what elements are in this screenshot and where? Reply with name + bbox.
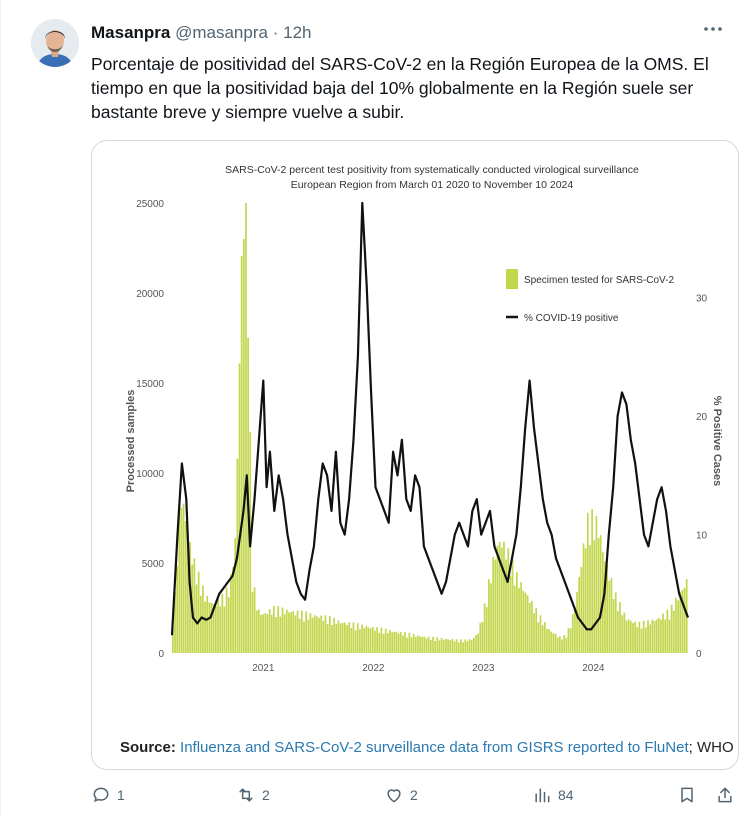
specimen-bar [275, 617, 277, 653]
specimen-bar [512, 559, 514, 653]
specimen-bar [234, 538, 236, 653]
specimen-bar [428, 637, 430, 653]
specimen-bar [615, 592, 617, 653]
specimen-bar [217, 599, 219, 653]
specimen-bar [396, 632, 398, 653]
bookmark-button[interactable] [677, 785, 697, 805]
specimen-bar [527, 595, 529, 653]
specimen-bar [542, 625, 544, 653]
retweet-icon [236, 785, 256, 805]
specimen-bar [262, 614, 264, 653]
y2-tick-label: 30 [696, 293, 708, 305]
specimen-bar [232, 567, 234, 653]
specimen-bar [290, 612, 292, 653]
specimen-bar [482, 622, 484, 653]
specimen-bar [318, 618, 320, 653]
specimen-bar [383, 634, 385, 653]
specimen-bar [432, 637, 434, 653]
specimen-bar [372, 627, 374, 653]
specimen-bar [585, 548, 587, 653]
specimen-bar [514, 586, 516, 653]
specimen-bars [172, 203, 688, 653]
views-count: 84 [558, 787, 574, 803]
specimen-bar [415, 637, 417, 653]
views-button[interactable] [532, 785, 574, 805]
specimen-bar [269, 609, 271, 653]
specimen-bar [516, 572, 518, 653]
source-label: Source: [120, 739, 176, 756]
specimen-bar [327, 624, 329, 653]
specimen-bar [656, 620, 658, 653]
specimen-bar [445, 639, 447, 653]
avatar[interactable] [31, 19, 79, 67]
specimen-bar [535, 608, 537, 653]
specimen-bar [641, 629, 643, 653]
specimen-bar [456, 639, 458, 653]
y-tick-label: 20000 [136, 289, 164, 300]
specimen-bar [576, 592, 578, 653]
specimen-bar [441, 638, 443, 653]
specimen-bar [647, 620, 649, 653]
tweet-header [91, 23, 311, 43]
specimen-bar [267, 614, 269, 653]
specimen-bar [639, 622, 641, 653]
specimen-bar [284, 614, 286, 653]
specimen-bar [587, 513, 589, 653]
specimen-bar [224, 607, 226, 653]
specimen-bar [295, 615, 297, 653]
specimen-bar [355, 631, 357, 653]
specimen-bar [277, 606, 279, 653]
specimen-bar [464, 639, 466, 653]
x-tick-label: 2021 [252, 663, 275, 674]
specimen-bar [292, 611, 294, 653]
specimen-bar [228, 597, 230, 653]
specimen-bar [608, 581, 610, 653]
avatar-photo [31, 19, 79, 67]
specimen-bar [206, 596, 208, 653]
share-icon [715, 785, 735, 805]
specimen-bar [583, 543, 585, 653]
specimen-bar [374, 631, 376, 653]
chart-legend [506, 269, 675, 324]
specimen-bar [479, 623, 481, 653]
specimen-bar [419, 637, 421, 653]
specimen-bar [299, 619, 301, 653]
tweet-text: Porcentaje de positividad del SARS-CoV-2 en la Región Europea de la OMS. El tiempo en que la positividad baja del 10% globalmente en la Región suele ser bastante breve y siempre vuelve a subir. [91, 54, 709, 122]
specimen-bar [654, 621, 656, 653]
specimen-bar [245, 203, 247, 653]
specimen-bar [559, 636, 561, 653]
specimen-bar [316, 616, 318, 653]
x-axis-ticks [252, 663, 605, 674]
specimen-bar [230, 574, 232, 653]
specimen-bar [417, 635, 419, 653]
specimen-bar [568, 628, 570, 653]
analytics-icon [532, 785, 552, 805]
y2-tick-label: 10 [696, 530, 708, 542]
specimen-bar [621, 615, 623, 653]
x-tick-label: 2024 [582, 663, 605, 674]
share-button[interactable] [715, 785, 735, 805]
specimen-bar [651, 620, 653, 653]
specimen-bar [484, 603, 486, 653]
specimen-bar [673, 611, 675, 653]
specimen-bar [194, 558, 196, 653]
specimen-bar [389, 630, 391, 653]
specimen-bar [454, 641, 456, 653]
specimen-bar [183, 504, 185, 653]
bookmark-icon [677, 785, 697, 805]
specimen-bar [353, 622, 355, 653]
specimen-bar [636, 627, 638, 653]
more-options-button[interactable] [702, 18, 724, 46]
specimen-bar [572, 614, 574, 653]
separator-dot: · [272, 23, 279, 42]
specimen-bar [378, 633, 380, 653]
specimen-bar [471, 640, 473, 653]
more-dots-icon [702, 18, 724, 40]
heart-icon [384, 785, 404, 805]
like-count: 2 [410, 787, 418, 803]
specimen-bar [215, 606, 217, 653]
specimen-bar [385, 629, 387, 653]
specimen-bar [544, 622, 546, 653]
specimen-bar [626, 620, 628, 653]
specimen-bar [361, 625, 363, 653]
specimen-bar [303, 622, 305, 653]
specimen-bar [460, 640, 462, 653]
specimen-bar [413, 634, 415, 653]
specimen-bar [346, 625, 348, 653]
specimen-bar [634, 622, 636, 653]
specimen-bar [176, 566, 178, 653]
specimen-bar [258, 610, 260, 653]
specimen-bar [458, 643, 460, 653]
timestamp[interactable]: 12h [283, 23, 312, 42]
specimen-bar [550, 632, 552, 653]
legend-swatch-specimens [506, 269, 518, 289]
specimen-bar [338, 620, 340, 653]
specimen-bar [617, 611, 619, 653]
specimen-bar [381, 628, 383, 653]
specimen-bar [540, 615, 542, 653]
specimen-bar [325, 615, 327, 653]
chart-title: SARS-CoV-2 percent test positivity from systematically conducted virological surveillance [225, 164, 639, 176]
reply-icon [91, 785, 111, 805]
specimen-bar [370, 628, 372, 653]
specimen-bar [260, 615, 262, 653]
specimen-bar [329, 616, 331, 653]
specimen-bar [305, 612, 307, 653]
specimen-bar [645, 628, 647, 653]
specimen-bar [632, 623, 634, 653]
specimen-bar [430, 640, 432, 653]
specimen-bar [593, 540, 595, 653]
reply-button[interactable] [91, 785, 125, 805]
specimen-bar [301, 611, 303, 653]
specimen-bar [439, 640, 441, 653]
source-tail: ; WHO [688, 739, 734, 756]
specimen-bar [340, 623, 342, 653]
specimen-bar [473, 638, 475, 653]
specimen-bar [529, 603, 531, 653]
specimen-bar [307, 620, 309, 653]
specimen-bar [628, 619, 630, 653]
legend-label-positivity: % COVID-19 positive [524, 313, 619, 324]
y2-axis-ticks [696, 294, 708, 660]
specimen-bar [264, 613, 266, 653]
legend-label-specimens: Specimen tested for SARS-CoV-2 [524, 275, 675, 286]
specimen-bar [467, 641, 469, 653]
specimen-bar [669, 620, 671, 653]
specimen-bar [198, 572, 200, 653]
specimen-bar [522, 591, 524, 653]
tweet-actions [91, 785, 741, 809]
y-tick-label: 0 [158, 649, 164, 660]
retweet-count: 2 [262, 787, 270, 803]
specimen-bar [273, 606, 275, 653]
specimen-bar [563, 635, 565, 653]
specimen-bar [555, 634, 557, 653]
specimen-bar [411, 637, 413, 653]
specimen-bar [449, 640, 451, 653]
specimen-bar [598, 538, 600, 653]
specimen-bar [387, 633, 389, 653]
specimen-bar [204, 602, 206, 653]
specimen-bar [366, 626, 368, 653]
source-link[interactable]: Influenza and SARS-CoV-2 surveillance data from GISRS reported to FluNet [180, 739, 689, 756]
specimen-bar [226, 587, 228, 653]
specimen-bar [533, 613, 535, 653]
specimen-bar [561, 639, 563, 653]
positivity-chart [92, 141, 738, 769]
specimen-bar [490, 583, 492, 653]
specimen-bar [348, 622, 350, 653]
specimen-bar [271, 615, 273, 653]
specimen-bar [196, 584, 198, 653]
specimen-bar [520, 582, 522, 653]
y-tick-label: 25000 [136, 199, 164, 210]
specimen-bar [398, 634, 400, 653]
specimen-bar [462, 642, 464, 653]
specimen-bar [492, 557, 494, 653]
specimen-bar [667, 610, 669, 653]
specimen-bar [624, 613, 626, 653]
specimen-bar [557, 637, 559, 653]
specimen-bar [447, 639, 449, 653]
specimen-bar [350, 628, 352, 653]
specimen-bar [239, 364, 241, 653]
specimen-bar [525, 593, 527, 653]
specimen-bar [434, 641, 436, 653]
specimen-bar [421, 637, 423, 653]
specimen-bar [452, 639, 454, 653]
chart-subtitle: European Region from March 01 2020 to November 10 2024 [290, 179, 574, 191]
specimen-bar [630, 621, 632, 653]
y2-axis-label: % Positive Cases [711, 395, 723, 487]
specimen-bar [570, 628, 572, 653]
tweet-media[interactable] [91, 140, 739, 770]
specimen-bar [359, 629, 361, 653]
x-tick-label: 2023 [472, 663, 495, 674]
specimen-bar [589, 545, 591, 653]
specimen-bar [368, 627, 370, 653]
specimen-bar [200, 596, 202, 653]
specimen-bar [596, 516, 598, 653]
specimen-bar [286, 610, 288, 653]
specimen-bar [469, 639, 471, 653]
y-axis-label: Processed samples [125, 389, 137, 493]
specimen-bar [486, 607, 488, 653]
specimen-bar [393, 632, 395, 653]
specimen-bar [256, 611, 258, 653]
specimen-bar [357, 623, 359, 653]
specimen-bar [400, 632, 402, 653]
specimen-bar [671, 605, 673, 653]
specimen-bar [406, 638, 408, 653]
specimen-bar [404, 632, 406, 653]
specimen-bar [297, 611, 299, 653]
specimen-bar [518, 588, 520, 653]
timeline-divider [0, 0, 1, 816]
specimen-bar [675, 598, 677, 653]
specimen-bar [221, 594, 223, 653]
specimen-bar [553, 633, 555, 653]
specimen-bar [376, 627, 378, 653]
specimen-bar [310, 613, 312, 653]
y-axis-ticks [136, 199, 164, 660]
specimen-bar [546, 629, 548, 653]
y-tick-label: 5000 [141, 559, 164, 570]
specimen-bar [288, 612, 290, 653]
display-name[interactable]: Masanpra [91, 23, 171, 42]
specimen-bar [219, 606, 221, 653]
specimen-bar [510, 576, 512, 653]
specimen-bar [600, 535, 602, 653]
specimen-bar [333, 618, 335, 653]
specimen-bar [477, 633, 479, 653]
specimen-bar [497, 546, 499, 653]
specimen-bar [658, 618, 660, 653]
specimen-bar [578, 577, 580, 653]
specimen-bar [548, 629, 550, 653]
like-button[interactable] [384, 785, 418, 805]
specimen-bar [320, 616, 322, 653]
specimen-bar [314, 615, 316, 653]
specimen-bar [475, 635, 477, 653]
specimen-bar [331, 625, 333, 653]
specimen-bar [312, 618, 314, 653]
specimen-bar [684, 588, 686, 653]
specimen-bar [185, 521, 187, 653]
specimen-bar [436, 637, 438, 653]
specimen-bar [531, 601, 533, 653]
specimen-bar [662, 614, 664, 653]
specimen-bar [664, 619, 666, 653]
specimen-bar [507, 548, 509, 653]
specimen-bar [342, 623, 344, 653]
retweet-button[interactable] [236, 785, 270, 805]
specimen-bar [677, 601, 679, 653]
x-tick-label: 2022 [362, 663, 385, 674]
specimen-bar [424, 637, 426, 654]
specimen-bar [591, 509, 593, 653]
specimen-bar [538, 622, 540, 653]
specimen-bar [243, 239, 245, 653]
y2-tick-label: 20 [696, 412, 708, 424]
user-handle[interactable]: @masanpra [175, 23, 268, 42]
specimen-bar [252, 592, 254, 653]
specimen-bar [254, 587, 256, 653]
y-tick-label: 10000 [136, 469, 164, 480]
y2-tick-label: 0 [696, 649, 702, 660]
specimen-bar [335, 624, 337, 653]
chart-source [120, 739, 734, 756]
specimen-bar [323, 621, 325, 653]
specimen-bar [409, 633, 411, 653]
specimen-bar [488, 579, 490, 653]
specimen-bar [241, 256, 243, 653]
specimen-bar [181, 508, 183, 653]
specimen-bar [363, 628, 365, 653]
reply-count: 1 [117, 787, 125, 803]
specimen-bar [280, 617, 282, 653]
specimen-bar [443, 640, 445, 653]
specimen-bar [581, 567, 583, 653]
specimen-bar [619, 602, 621, 653]
specimen-bar [660, 620, 662, 653]
specimen-bar [426, 639, 428, 653]
specimen-bar [282, 608, 284, 653]
specimen-bar [613, 599, 615, 653]
y-tick-label: 15000 [136, 379, 164, 390]
specimen-bar [391, 632, 393, 653]
specimen-bar [209, 603, 211, 653]
specimen-bar [503, 542, 505, 653]
specimen-bar [344, 623, 346, 653]
specimen-bar [495, 560, 497, 653]
specimen-bar [649, 624, 651, 653]
specimen-bar [402, 636, 404, 653]
specimen-bar [643, 621, 645, 653]
specimen-bar [565, 638, 567, 653]
specimen-bar [611, 578, 613, 653]
